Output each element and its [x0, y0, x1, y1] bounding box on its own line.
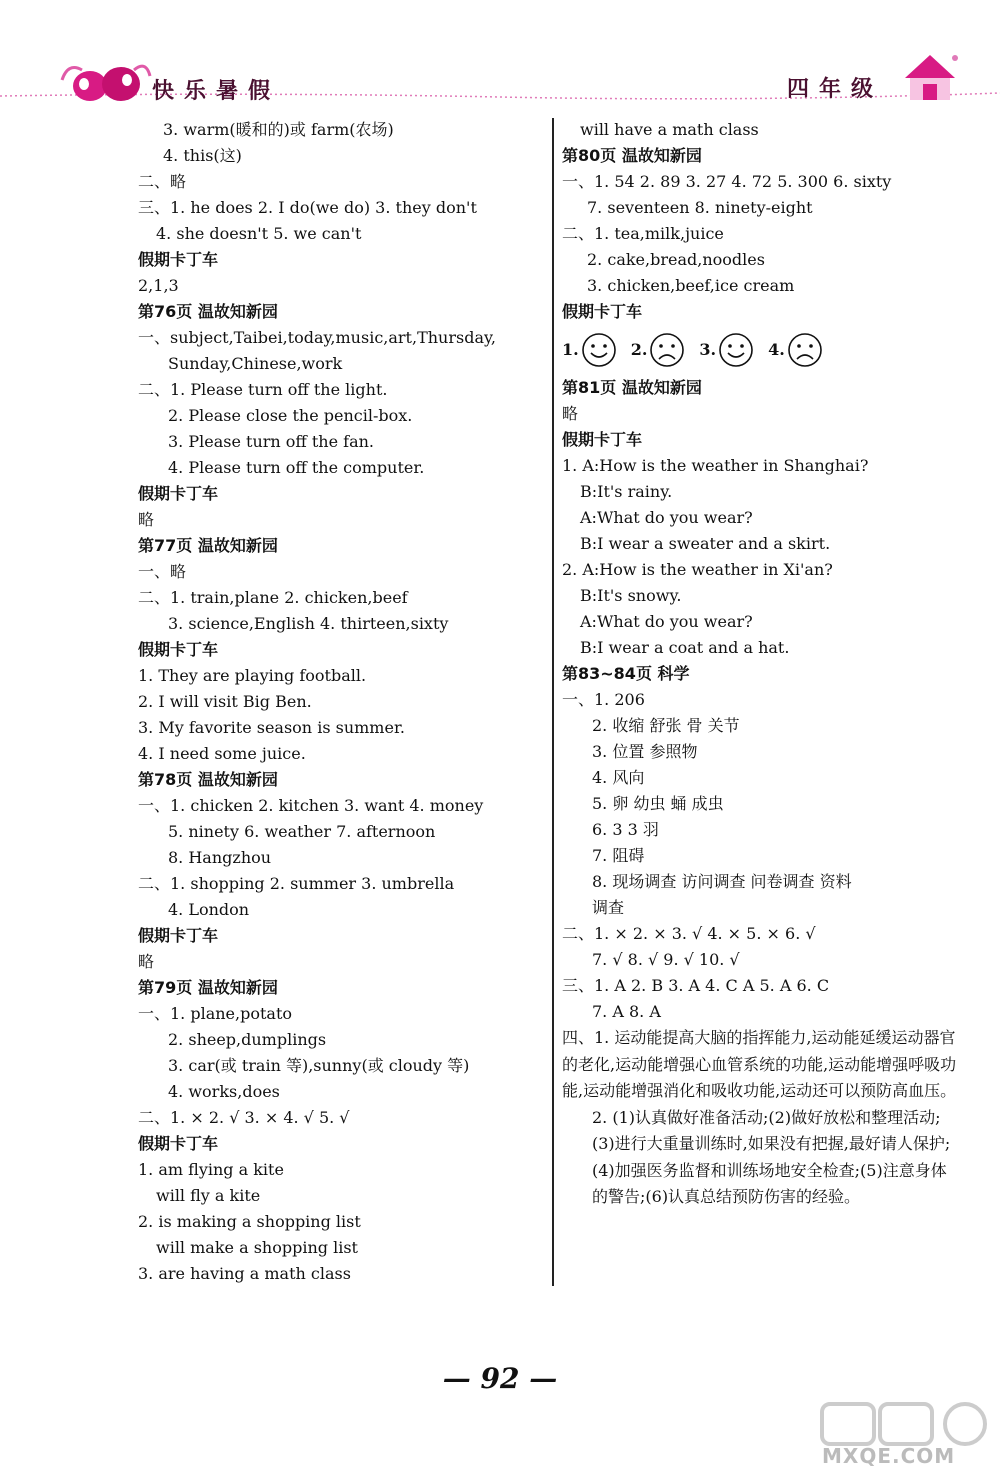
answer-line: 3. science,English 4. thirteen,sixty [168, 614, 449, 633]
answer-line: 二、1. shopping 2. summer 3. umbrella [138, 874, 455, 893]
answer-line: 4. I need some juice. [138, 744, 306, 763]
answer-line: 4. Please turn off the computer. [168, 458, 425, 477]
answer-line: 3. car(或 train 等),sunny(或 cloudy 等) [168, 1056, 470, 1075]
answer-line: 5. ninety 6. weather 7. afternoon [168, 822, 436, 841]
section-heading: 假期卡丁车 [138, 484, 219, 503]
section-heading: 假期卡丁车 [138, 250, 219, 269]
answer-line: 3. chicken,beef,ice cream [587, 276, 795, 295]
face-number: 2. [630, 340, 648, 359]
answer-line: 一、subject,Taibei,today,music,art,Thursday, [138, 328, 496, 347]
answer-line: 二、1. train,plane 2. chicken,beef [138, 588, 408, 607]
answer-line: 调查 [592, 898, 625, 917]
answer-line: 二、1. × 2. √ 3. × 4. √ 5. √ [138, 1108, 350, 1127]
answer-line: 三、1. A 2. B 3. A 4. C A 5. A 6. C [562, 976, 830, 995]
answer-line: Sunday,Chinese,work [168, 354, 343, 373]
brand-title: 快乐暑假 [152, 79, 281, 104]
face-answers [562, 325, 962, 375]
answer-line: 3. My favorite season is summer. [138, 718, 405, 737]
answer-line: 4. this(这) [163, 146, 242, 165]
answer-line: 1. They are playing football. [138, 666, 367, 685]
answer-line: 三、1. he does 2. I do(we do) 3. they don't [138, 198, 477, 217]
answer-line: 3. 位置 参照物 [592, 742, 698, 761]
answer-line: 2. cake,bread,noodles [587, 250, 765, 269]
answer-line: 5. 卵 幼虫 蛹 成虫 [592, 794, 724, 813]
face-answer [631, 332, 686, 368]
answer-line: 1. A:How is the weather in Shanghai? [562, 456, 869, 475]
answer-line: 2,1,3 [138, 276, 179, 295]
answer-line: 3. warm(暖和的)或 farm(农场) [163, 120, 394, 139]
answer-line: A:What do you wear? [580, 612, 753, 631]
answer-line: B:It's snowy. [580, 586, 682, 605]
answer-line: 2. sheep,dumplings [168, 1030, 327, 1049]
answer-line: will make a shopping list [156, 1238, 358, 1257]
answer-line: 二、1. tea,milk,juice [562, 224, 724, 243]
answer-line: 4. works,does [168, 1082, 280, 1101]
answer-line: 略 [562, 404, 579, 423]
answer-line: 2. Please close the pencil-box. [168, 406, 413, 425]
answer-line: 2. is making a shopping list [138, 1212, 361, 1231]
section-heading: 假期卡丁车 [138, 1134, 219, 1153]
answer-line: 4. she doesn't 5. we can't [156, 224, 362, 243]
section-heading: 假期卡丁车 [138, 640, 219, 659]
answer-line: 8. 现场调查 访问调查 问卷调查 资料 [592, 872, 852, 891]
face-answer [562, 332, 617, 368]
page-number: — 92 — [442, 1362, 558, 1395]
face-answer [768, 332, 823, 368]
column-divider [552, 118, 554, 1286]
answer-line: 7. √ 8. √ 9. √ 10. √ [592, 950, 740, 969]
right-column [562, 117, 962, 1211]
answer-line: 一、1. chicken 2. kitchen 3. want 4. money [138, 796, 484, 815]
face-number: 4. [768, 340, 785, 359]
section-heading: 第79页 温故知新园 [138, 978, 278, 997]
page-header [0, 0, 1000, 115]
answer-line: 3. are having a math class [138, 1264, 351, 1283]
answer-line: 8. Hangzhou [168, 848, 272, 867]
section-heading: 第76页 温故知新园 [138, 302, 278, 321]
section-heading: 第78页 温故知新园 [138, 770, 278, 789]
section-heading: 第81页 温故知新园 [562, 378, 702, 397]
answer-line: will have a math class [580, 120, 759, 139]
smiley-face-icon [581, 332, 617, 368]
sad-face-icon [787, 332, 823, 368]
answer-line: 4. London [168, 900, 250, 919]
section-heading: 第77页 温故知新园 [138, 536, 278, 555]
answer-line: A:What do you wear? [580, 508, 753, 527]
section-heading: 假期卡丁车 [562, 430, 643, 449]
answer-line: 一、略 [138, 562, 187, 581]
face-answer [699, 332, 754, 368]
section-heading: 第83~84页 科学 [562, 664, 690, 683]
answer-line: 略 [138, 952, 155, 971]
answer-line: will fly a kite [156, 1186, 261, 1205]
section-heading: 假期卡丁车 [138, 926, 219, 945]
answer-line: 一、1. 54 2. 89 3. 27 4. 72 5. 300 6. sixty [562, 172, 892, 191]
answer-line: 二、1. × 2. × 3. √ 4. × 5. × 6. √ [562, 924, 816, 943]
face-number: 1. [562, 340, 579, 359]
answer-line: 7. seventeen 8. ninety-eight [587, 198, 813, 217]
smiley-face-icon [718, 332, 754, 368]
answer-line: 一、1. 206 [562, 690, 645, 709]
sad-face-icon [649, 332, 685, 368]
answer-line: 3. Please turn off the fan. [168, 432, 375, 451]
answer-line: B:I wear a coat and a hat. [580, 638, 790, 657]
section-heading: 第80页 温故知新园 [562, 146, 702, 165]
answer-paragraph-1: 四、1. 运动能提高大脑的指挥能力,运动能延缓运动器官的老化,运动能增强心血管系统的功能,运动能增强呼吸功能,运动能增强消化和吸收功能,运动还可以预防高血压。 [562, 1028, 957, 1100]
answer-line: 一、1. plane,potato [138, 1004, 293, 1023]
answer-line: 7. 阻碍 [592, 846, 645, 865]
answer-line: 二、略 [138, 172, 187, 191]
answer-line: 6. 3 3 羽 [592, 820, 659, 839]
answer-line: 7. A 8. A [592, 1002, 661, 1021]
answer-line: 2. I will visit Big Ben. [138, 692, 312, 711]
answer-line: B:It's rainy. [580, 482, 673, 501]
answer-line: 2. 收缩 舒张 骨 关节 [592, 716, 740, 735]
left-column [138, 117, 538, 1287]
answer-line: 略 [138, 510, 155, 529]
answer-paragraph-2: 2. (1)认真做好准备活动;(2)做好放松和整理活动;(3)进行大重量训练时,如果没有把握,最好请人保护;(4)加强医务监督和训练场地安全检查;(5)注意身体的警告;(6)认真总结预防伤害的经验。 [592, 1107, 951, 1206]
section-heading: 假期卡丁车 [562, 302, 643, 321]
grade-label: 四年级 [787, 77, 884, 102]
watermark-text: MXQE.COM [822, 1444, 956, 1468]
answer-line: 4. 风向 [592, 768, 645, 787]
answer-line: 2. A:How is the weather in Xi'an? [562, 560, 833, 579]
answer-line: B:I wear a sweater and a skirt. [580, 534, 831, 553]
answer-line: 1. am flying a kite [138, 1160, 284, 1179]
answer-line: 二、1. Please turn off the light. [138, 380, 388, 399]
face-number: 3. [699, 340, 717, 359]
